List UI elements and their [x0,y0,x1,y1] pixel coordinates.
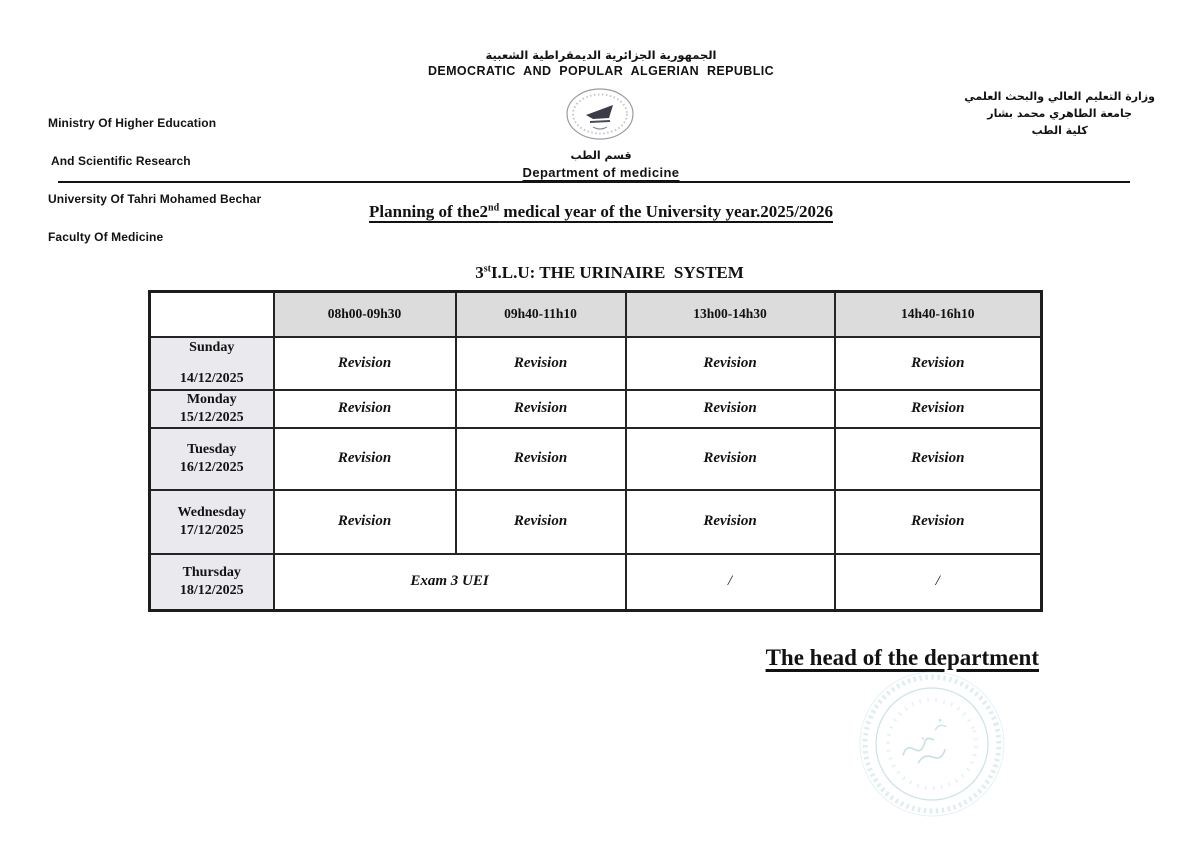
time-header-cell: 08h00-09h30 [274,292,456,337]
exam-cell: Exam 3 UEI [274,554,626,611]
republic-title-arabic: الجمهورية الجزائرية الديمقراطية الشعبية [485,48,717,62]
ministry-line-arabic: وزارة التعليم العالي والبحث العلمي [964,90,1155,103]
header-divider [58,181,1130,183]
day-date: 15/12/2025 [179,409,244,425]
session-cell: Revision [274,390,456,428]
time-header-cell: 14h40-16h10 [835,292,1042,337]
day-cell [150,337,274,390]
university-line-arabic: جامعة الطاهري محمد بشار [987,107,1133,120]
session-cell: Revision [835,490,1042,554]
day-name: Tuesday [187,441,237,457]
table-row-sunday [150,337,1042,390]
empty-session-cell: / [626,554,835,611]
document-title [0,202,1202,222]
day-date: 18/12/2025 [179,582,244,598]
signature-title: The head of the department [765,645,1039,670]
title-text: Planning of the2 [369,202,489,221]
session-cell: Revision [626,337,835,390]
day-name: Wednesday [177,504,246,520]
session-cell: Revision [835,390,1042,428]
day-date: 14/12/2025 [179,370,244,386]
empty-session-cell: / [835,554,1042,611]
planning-table [148,290,1043,612]
time-header-cell: 09h40-11h10 [456,292,626,337]
day-date: 16/12/2025 [179,459,244,475]
republic-title-english: DEMOCRATIC AND POPULAR ALGERIAN REPUBLIC [427,64,775,78]
session-cell: Revision [456,337,626,390]
session-cell: Revision [274,337,456,390]
department-name-english: Department of medicine [522,165,680,180]
session-cell: Revision [456,490,626,554]
session-cell: Revision [626,490,835,554]
day-name: Monday [186,391,237,407]
subtitle-text: 3 [475,263,484,282]
institution-block-arabic [964,88,1155,139]
title-text: medical year of the University year.2025/2026 [499,202,833,221]
department-name-arabic: قسم الطب [570,149,632,162]
department-stamp-icon [843,660,1021,832]
session-cell: Revision [274,428,456,490]
table-row-thursday [150,554,1042,611]
day-cell [150,390,274,428]
session-cell: Revision [456,390,626,428]
subtitle-superscript: st [483,263,491,275]
day-cell [150,490,274,554]
faculty-line-arabic: كلية الطب [1031,124,1088,137]
ministry-line: And Scientific Research [48,153,191,168]
session-cell: Revision [456,428,626,490]
day-name: Thursday [182,564,241,580]
time-header-row [150,292,1042,337]
faculty-line: Faculty Of Medicine [48,229,164,244]
day-date: 17/12/2025 [179,522,244,538]
table-row-wednesday [150,490,1042,554]
time-header-cell: 13h00-14h30 [626,292,835,337]
university-line: University Of Tahri Mohamed Bechar [48,191,262,206]
day-cell [150,428,274,490]
day-name: Sunday [189,339,235,355]
title-superscript: nd [488,202,500,214]
timetable [148,290,1043,612]
subtitle-text: I.L.U: THE URINAIRE SYSTEM [490,263,744,282]
university-seal-icon [563,86,637,144]
ministry-line: Ministry Of Higher Education [48,116,217,131]
session-cell: Revision [835,428,1042,490]
session-cell: Revision [274,490,456,554]
session-cell: Revision [835,337,1042,390]
day-cell [150,554,274,611]
session-cell: Revision [626,390,835,428]
session-cell: Revision [626,428,835,490]
table-row-tuesday [150,428,1042,490]
table-row-monday [150,390,1042,428]
corner-cell [150,292,274,337]
